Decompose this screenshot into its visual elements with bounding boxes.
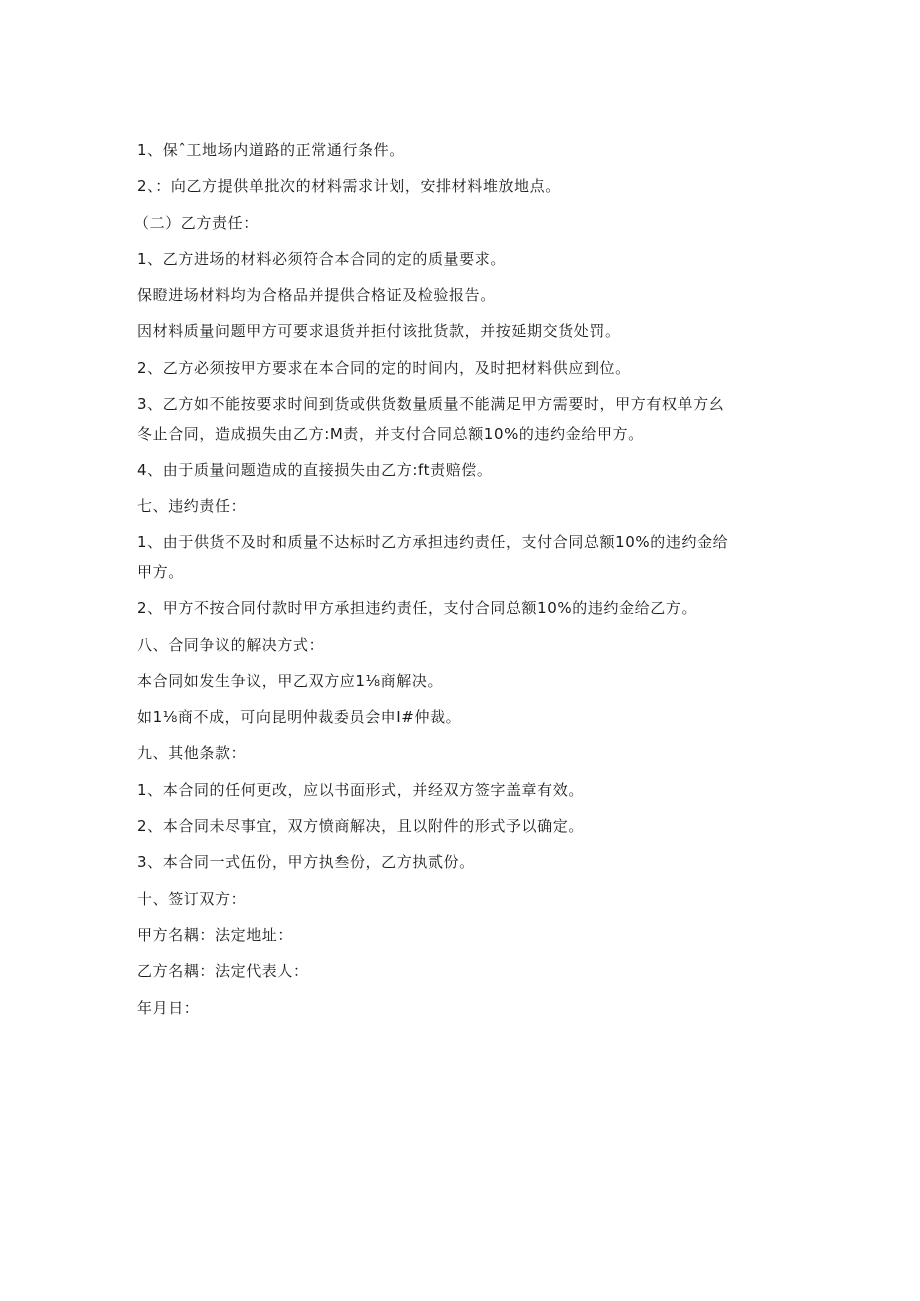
clause-line: 1、由于供货不及时和质量不达标时乙方承担违约责任，支付合同总额10%的违约金给 <box>137 533 729 552</box>
signature-field: 甲方名耦：法定地址： <box>137 925 294 944</box>
date-field: 年月日： <box>137 998 200 1017</box>
clause-line: 1、本合同的任何更改，应以书面形式，并经双方签字盖章有效。 <box>137 780 584 799</box>
section-heading: （二）乙方责任： <box>134 213 259 232</box>
clause-line: 本合同如发生争议，甲乙双方应1⅛商解决。 <box>137 671 444 690</box>
clause-line: 1、保ˆ工地场内道路的正常通行条件。 <box>137 141 405 159</box>
clause-line: 如1⅛商不成，可向昆明仲裁委员会申I#仲裁。 <box>137 708 462 727</box>
signature-field: 乙方名耦：法定代表人： <box>137 962 309 981</box>
clause-line: 1、乙方进场的材料必须符合本合同的定的质量要求。 <box>137 249 506 268</box>
section-heading: 十、签订双方： <box>137 889 247 908</box>
clause-line: 甲方。 <box>137 562 184 581</box>
clause-line: 保瞪进场材料均为合格品并提供合格证及检验报告。 <box>137 286 496 305</box>
clause-line: 3、乙方如不能按要求时间到货或供货数量质量不能满足甲方需要时，甲方有权单方幺 <box>137 395 725 414</box>
section-heading: 九、其他条款： <box>137 744 247 763</box>
document-body <box>134 138 797 1032</box>
clause-line: 3、本合同一式伍份，甲方执叁份，乙方执贰份。 <box>137 853 475 872</box>
section-heading: 八、合同争议的解决方式： <box>137 635 325 654</box>
clause-line: 2、乙方必须按甲方要求在本合同的定的时间内，及时把材料供应到位。 <box>137 358 631 377</box>
section-heading: 七、违约责任： <box>137 497 247 516</box>
clause-line: 2、：向乙方提供单批次的材料需求计划，安排材料堆放地点。 <box>137 177 561 196</box>
clause-line: 因材料质量问题甲方可要求退货并拒付该批货款，并按延期交货处罚。 <box>137 322 621 341</box>
clause-line: 2、甲方不按合同付款时甲方承担违约责任，支付合同总额10%的违约金给乙方。 <box>137 599 698 618</box>
clause-line: 2、本合同未尽事宜，双方愤商解决，且以附件的形式予以确定。 <box>137 817 584 836</box>
clause-line: 4、由于质量问题造成的直接损失由乙方:ft责赔偿。 <box>137 460 493 479</box>
clause-line: 冬止合同，造成损失由乙方:M责，并支付合同总额10%的违约金给甲方。 <box>137 424 644 443</box>
